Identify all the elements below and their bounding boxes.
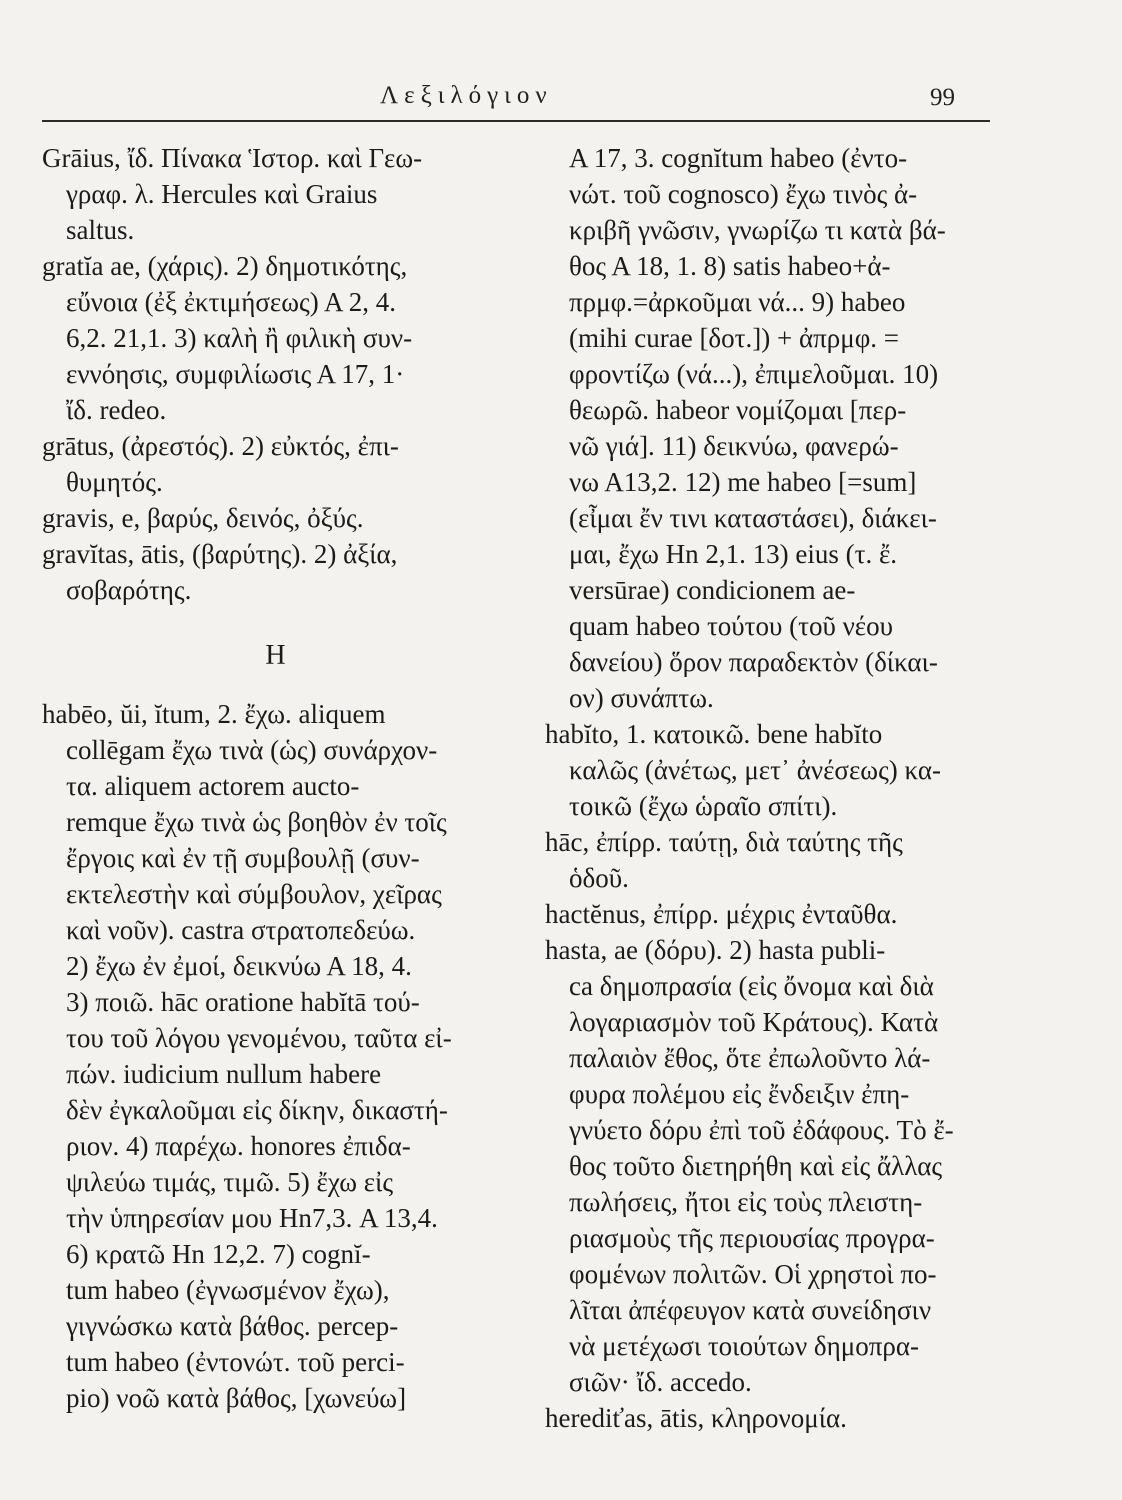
text-line: saltus. (66, 215, 135, 245)
text-line: δὲν ἐγκαλοῦμαι εἰς δίκην, δικαστή- (66, 1095, 448, 1125)
text-line: Grāius, ἴδ. Πίνακα Ἱστορ. καὶ Γεω- (42, 143, 423, 173)
text-line: ψιλεύω τιμάς, τιμῶ. 5) ἔχω εἰς (66, 1167, 394, 1197)
text-line: hasta, ae (δόρυ). 2) hasta publi- (545, 935, 886, 965)
text-line: νῶ γιά]. 11) δεικνύω, φανερώ- (569, 431, 899, 461)
text-line: gravis, e, βαρύς, δεινός, ὀξύς. (42, 503, 364, 533)
text-line: λογαριασμὸν τοῦ Κράτους). Κατὰ (569, 1007, 939, 1037)
text-line: μαι, ἔχω Ηn 2,1. 13) eius (τ. ἔ. (569, 539, 898, 569)
text-line: herediťas, ātis, κληρονομία. (545, 1403, 847, 1433)
text-line: εκτελεστὴν καὶ σύμβουλον, χεῖρας (66, 879, 442, 909)
text-line: (εἶμαι ἔν τινι καταστάσει), διάκει- (569, 503, 937, 533)
text-line: θος Α 18, 1. 8) satis habeo+ἀ- (569, 251, 891, 281)
text-line: του τοῦ λόγου γενομένου, ταῦτα εἰ- (66, 1023, 452, 1053)
text-line: versūrae) condicionem ae- (569, 575, 856, 605)
text-line: γνύετο δόρυ ἐπὶ τοῦ ἐδάφους. Τὸ ἔ- (569, 1115, 954, 1145)
text-line: πωλήσεις, ἤτοι εἰς τοὺς πλειστη- (569, 1187, 923, 1217)
text-line: gravĭtas, ātis, (βαρύτης). 2) ἀξία, (42, 539, 398, 569)
page-number: 99 (930, 84, 955, 111)
text-line: ca δημοπρασία (εἰς ὄνομα καὶ διὰ (569, 971, 934, 1001)
text-line: ριον. 4) παρέχω. honores ἐπιδα- (66, 1131, 411, 1161)
text-line: κριβῆ γνῶσιν, γνωρίζω τι κατὰ βά- (569, 215, 946, 245)
text-line: habēo, ŭi, ĭtum, 2. ἔχω. aliquem (42, 699, 386, 729)
section-letter: Η (265, 640, 287, 671)
text-line: ριασμοὺς τῆς περιουσίας προγρα- (569, 1223, 935, 1253)
text-line: εννόησις, συμφιλίωσις Α 17, 1· (66, 359, 405, 389)
text-line: λῖται ἀπέφευγον κατὰ συνείδησιν (569, 1295, 932, 1325)
text-line: τοικῶ (ἔχω ὡραῖο σπίτι). (569, 791, 838, 821)
text-line: πών. iudicium nullum habere (66, 1059, 382, 1089)
text-line: ἔργοις καὶ ἐν τῇ συμβουλῇ (συν- (66, 843, 420, 873)
header-rule (42, 120, 990, 122)
running-header: Λεξιλόγιον (380, 82, 553, 109)
entry-hereditas (545, 1400, 993, 1436)
text-line: παλαιὸν ἔθος, ὅτε ἐπωλοῦντο λά- (569, 1043, 931, 1073)
entry-habeo-continued (545, 140, 993, 716)
text-line: ὁδοῦ. (569, 863, 629, 893)
entry-hac (545, 824, 993, 896)
text-line: hactĕnus, ἐπίρρ. μέχρις ἐνταῦθα. (545, 899, 898, 929)
entry-hactenus (545, 896, 993, 932)
right-column (545, 140, 993, 1436)
entry-habeo (42, 696, 510, 1416)
text-line: habĭto, 1. κατοικῶ. bene habĭto (545, 719, 883, 749)
text-line: remque ἔχω τινὰ ὡς βοηθὸν ἐν τοῖς (66, 807, 447, 837)
entry-gratus (42, 428, 510, 500)
text-line: πρμφ.=ἀρκοῦμαι νά... 9) habeo (569, 287, 906, 317)
text-line: ον) συνάπτω. (569, 683, 714, 713)
text-line: θεωρῶ. habeor νομίζομαι [περ- (569, 395, 907, 425)
text-line: 2) ἔχω ἐν ἐμοί, δεικνύω Α 18, 4. (66, 951, 412, 981)
entry-habito (545, 716, 993, 824)
text-line: τὴν ὑπηρεσίαν μου Ηn7,3. Α 13,4. (66, 1203, 438, 1233)
entry-gravitas (42, 536, 510, 608)
text-line: νω Α13,2. 12) me habeo [=sum] (569, 467, 917, 497)
text-line: φροντίζω (νά...), ἐπιμελοῦμαι. 10) (569, 359, 939, 389)
text-line: Α 17, 3. cognĭtum habeo (ἐντο- (569, 143, 908, 173)
left-column (42, 140, 510, 1416)
text-line: καλῶς (ἀνέτως, μετ᾽ ἀνέσεως) κα- (569, 755, 942, 785)
text-line: ἴδ. redeo. (66, 395, 167, 425)
text-line: σοβαρότης. (66, 575, 192, 605)
text-line: γραφ. λ. Hercules καὶ Graius (66, 179, 378, 209)
entry-gravis (42, 500, 510, 536)
text-line: quam habeo τούτου (τοῦ νέου (569, 611, 894, 641)
text-line: tum habeo (ἐγνωσμένον ἔχω), (66, 1275, 390, 1305)
text-line: 6,2. 21,1. 3) καλὴ ἢ φιλικὴ συν- (66, 323, 413, 353)
text-line: δανείου) ὅρον παραδεκτὸν (δίκαι- (569, 647, 938, 677)
text-line: θος τοῦτο διετηρήθη καὶ εἰς ἄλλας (569, 1151, 943, 1181)
entry-gratia (42, 248, 510, 428)
text-line: 3) ποιῶ. hāc oratione habĭtā τού- (66, 987, 420, 1017)
text-line: θυμητός. (66, 467, 163, 497)
text-line: hāc, ἐπίρρ. ταύτῃ, διὰ ταύτης τῆς (545, 827, 903, 857)
text-line: grātus, (ἀρεστός). 2) εὐκτός, ἐπι- (42, 431, 399, 461)
text-line: εὔνοια (ἐξ ἐκτιμήσεως) Α 2, 4. (66, 287, 396, 317)
text-line: collēgam ἔχω τινὰ (ὡς) συνάρχον- (66, 735, 438, 765)
text-line: τα. aliquem actorem aucto- (66, 771, 360, 801)
text-line: φομένων πολιτῶν. Οἱ χρηστοὶ πο- (569, 1259, 937, 1289)
text-line: 6) κρατῶ Ηn 12,2. 7) cognĭ- (66, 1239, 371, 1269)
text-line: pio) νοῶ κατὰ βάθος, [χωνεύω] (66, 1383, 407, 1413)
text-line: φυρα πολέμου εἰς ἔνδειξιν ἐπη- (569, 1079, 910, 1109)
entry-hasta (545, 932, 993, 1400)
text-line: νὰ μετέχωσι τοιούτων δημοπρα- (569, 1331, 919, 1361)
text-line: νώτ. τοῦ cognosco) ἔχω τινὸς ἀ- (569, 179, 918, 209)
text-line: σιῶν· ἴδ. accedo. (569, 1367, 752, 1397)
text-line: gratĭa ae, (χάρις). 2) δημοτικότης, (42, 251, 408, 281)
text-line: (mihi curae [δοτ.]) + ἀπρμφ. = (569, 323, 899, 353)
text-line: καὶ νοῦν). castra στρατοπεδεύω. (66, 915, 416, 945)
entry-graius (42, 140, 510, 248)
text-line: γιγνώσκω κατὰ βάθος. percep- (66, 1311, 399, 1341)
text-line: tum habeo (ἐντονώτ. τοῦ perci- (66, 1347, 405, 1377)
